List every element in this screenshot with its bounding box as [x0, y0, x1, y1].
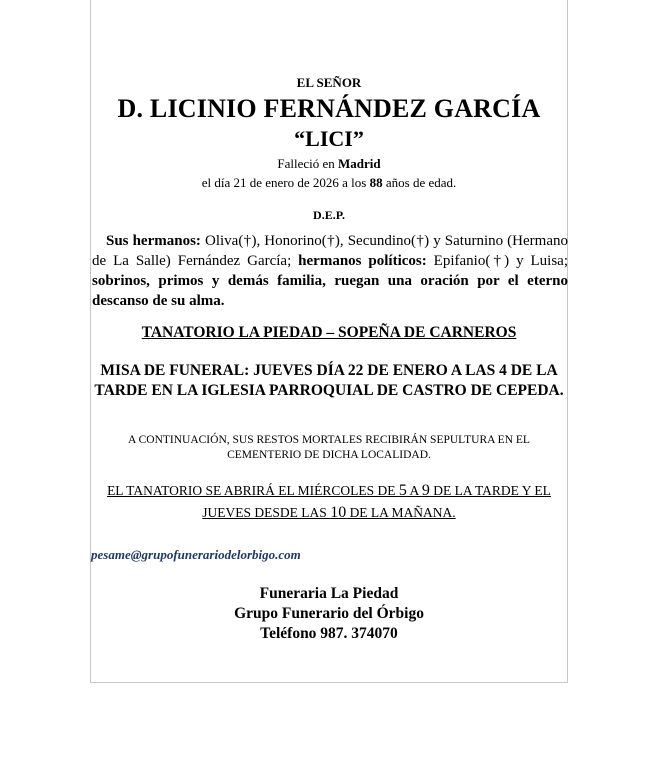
funeral-mass: MISA DE FUNERAL: JUEVES DÍA 22 DE ENERO A LAS 4 DE LA TARDE EN LA IGLESIA PARROQUIAL DE CASTRO DE CEPEDA.	[94, 362, 564, 399]
opening-hours	[91, 480, 567, 524]
fallecio-prefix: Falleció en	[277, 156, 339, 171]
funeral-home-info	[91, 584, 567, 644]
opening-part1: EL TANATORIO SE ABRIRÁ EL MIÉRCOLES DE	[107, 483, 399, 498]
deceased-name: D. LICINIO FERNÁNDEZ GARCÍA	[117, 94, 541, 123]
family-paragraph	[91, 231, 569, 311]
death-date-line	[91, 175, 567, 191]
death-place-line	[91, 156, 567, 172]
opening-part2: A	[406, 483, 422, 498]
dep-label: D.E.P.	[313, 208, 345, 222]
politicos-label: hermanos políticos:	[298, 253, 427, 269]
title-line: EL SEÑOR	[296, 75, 362, 90]
opening-hour1: 5	[398, 482, 407, 499]
closing-text: sobrinos, primos y demás familia, ruegan una oración por el eterno descanso de su alma.	[92, 273, 568, 309]
opening-hour3: 10	[330, 504, 347, 521]
condolence-email[interactable]: pesame@grupofunerariodelorbigo.com	[91, 547, 301, 562]
age: 88	[369, 175, 383, 190]
death-place: Madrid	[338, 156, 381, 171]
date-prefix: el día 21 de enero de 2026 a los	[201, 175, 370, 190]
funeral-group-name: Grupo Funerario del Órbigo	[234, 605, 424, 622]
opening-hour2: 9	[421, 482, 430, 499]
politicos-text: Epifanio(†) y Luisa;	[426, 253, 568, 269]
opening-part3: DE LA TARDE Y EL JUEVES DESDE LAS	[202, 483, 551, 520]
hermanos-label: Sus hermanos:	[106, 233, 201, 249]
funeral-home-name: Funeraria La Piedad	[259, 585, 399, 602]
tanatorio-heading: TANATORIO LA PIEDAD – SOPEÑA DE CARNEROS	[141, 324, 517, 341]
burial-note: A CONTINUACIÓN, SUS RESTOS MORTALES RECIBIRÁN SEPULTURA EN EL CEMENTERIO DE DICHA LOCALIDAD.	[128, 434, 530, 461]
date-suffix: años de edad.	[382, 175, 457, 190]
deceased-nickname: “LICI”	[294, 126, 364, 151]
obituary-page	[90, 0, 568, 683]
opening-part4: DE LA MAÑANA.	[346, 505, 456, 520]
hermanos-text: Oliva(†), Honorino(†), Secundino(†) y Saturnino (Hermano de La Salle) Fernández García;	[92, 233, 568, 269]
funeral-phone: Teléfono 987. 374070	[260, 625, 398, 642]
